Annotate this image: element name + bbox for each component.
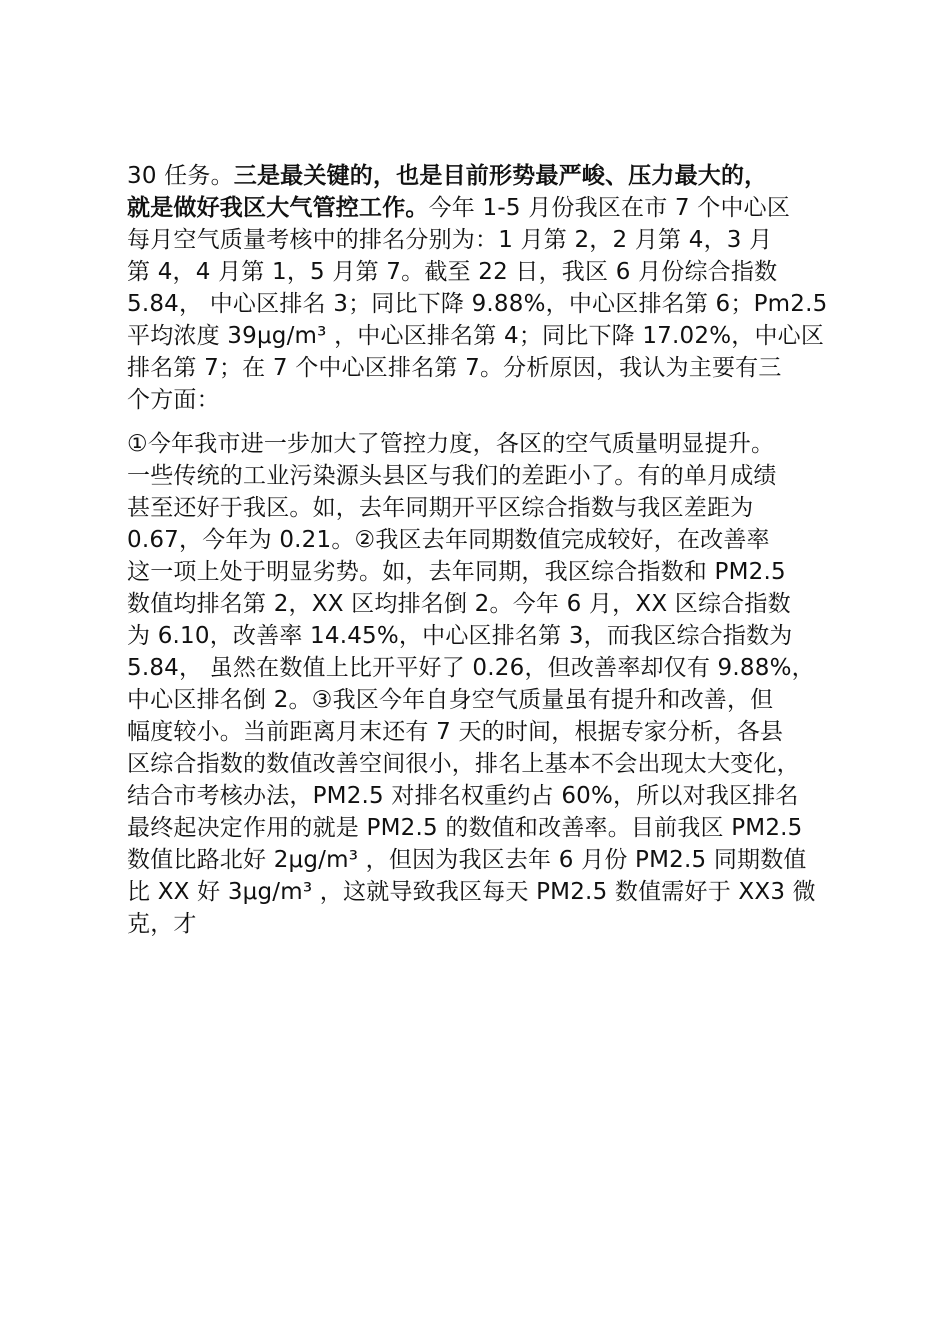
text-line: 0.67，今年为 0.21。②我区去年同期数值完成较好，在改善率 [127, 527, 770, 553]
text-line [127, 192, 845, 224]
text-line: 第 4，4 月第 1，5 月第 7。截至 22 日，我区 6 月份综合指数 [127, 259, 778, 285]
text-run: 30 任务。 [127, 163, 234, 189]
text-line: 这一项上处于明显劣势。如，去年同期，我区综合指数和 PM2.5 [127, 559, 786, 585]
text-run: 今年 1-5 月份我区在市 7 个中心区 [428, 195, 791, 221]
text-line: ①今年我市进一步加大了管控力度，各区的空气质量明显提升。 [127, 431, 775, 457]
text-line: 5.84， 中心区排名 3；同比下降 9.88%，中心区排名第 6；Pm2.5 [127, 291, 828, 317]
text-line: 数值比路北好 2μg/m³ ，但因为我区去年 6 月份 PM2.5 同期数值 [127, 847, 807, 873]
document-page [127, 160, 845, 940]
text-line: 甚至还好于我区。如，去年同期开平区综合指数与我区差距为 [127, 495, 754, 521]
text-line: 克，才 [127, 911, 197, 937]
text-line: 5.84， 虽然在数值上比开平好了 0.26，但改善率却仅有 9.88%， [127, 655, 815, 681]
paragraph-1 [127, 160, 845, 416]
emphasis-text: 三是最关键的，也是目前形势最严峻、压力最大的， [233, 163, 768, 189]
text-line: 区综合指数的数值改善空间很小，排名上基本不会出现太大变化， [127, 751, 800, 777]
text-line: 为 6.10，改善率 14.45%，中心区排名第 3，而我区综合指数为 [127, 623, 793, 649]
text-line [127, 160, 845, 192]
paragraph-spacer [127, 416, 845, 428]
text-line: 每月空气质量考核中的排名分别为：1 月第 2，2 月第 4，3 月 [127, 227, 773, 253]
text-line: 平均浓度 39μg/m³ ，中心区排名第 4；同比下降 17.02%，中心区 [127, 323, 825, 349]
text-line: 幅度较小。当前距离月末还有 7 天的时间，根据专家分析，各县 [127, 719, 784, 745]
emphasis-text: 就是做好我区大气管控工作。 [127, 195, 429, 221]
text-line: 排名第 7；在 7 个中心区排名第 7。分析原因，我认为主要有三 [127, 355, 782, 381]
text-line: 中心区排名倒 2。③我区今年自身空气质量虽有提升和改善，但 [127, 687, 774, 713]
text-line: 数值均排名第 2，XX 区均排名倒 2。今年 6 月，XX 区综合指数 [127, 591, 791, 617]
text-line: 最终起决定作用的就是 PM2.5 的数值和改善率。目前我区 PM2.5 [127, 815, 803, 841]
text-line: 结合市考核办法，PM2.5 对排名权重约占 60%，所以对我区排名 [127, 783, 799, 809]
text-line: 个方面： [127, 387, 220, 413]
text-line: 比 XX 好 3μg/m³ ，这就导致我区每天 PM2.5 数值需好于 XX3 微 [127, 879, 816, 905]
text-line: 一些传统的工业污染源头县区与我们的差距小了。有的单月成绩 [127, 463, 777, 489]
paragraph-2 [127, 428, 845, 940]
